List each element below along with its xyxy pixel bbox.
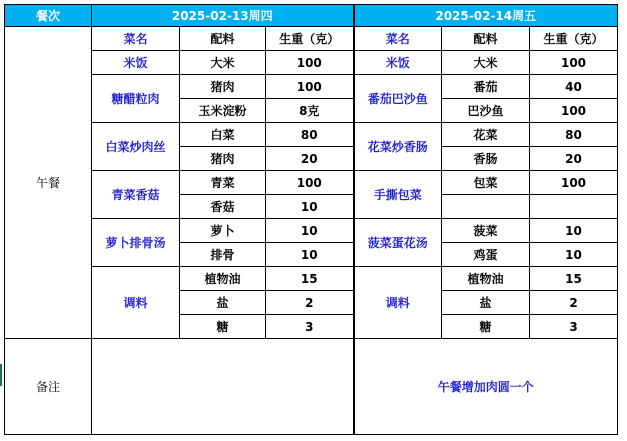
day2-ingredient-cell[interactable]: 花菜 [442, 123, 530, 147]
day1-weight-cell[interactable]: 3 [266, 315, 354, 339]
day1-col-weight[interactable]: 生重（克） [266, 27, 354, 51]
day2-ingredient-cell[interactable]: 菠菜 [442, 219, 530, 243]
day2-dish-cell[interactable]: 菠菜蛋花汤 [354, 219, 442, 267]
day1-weight-cell[interactable]: 10 [266, 219, 354, 243]
day1-ingredient-cell[interactable]: 排骨 [180, 243, 266, 267]
day2-weight-cell[interactable] [530, 195, 618, 219]
day2-dish-cell[interactable]: 调料 [354, 267, 442, 339]
day2-weight-cell[interactable]: 2 [530, 291, 618, 315]
notes-label-cell[interactable]: 备注 [5, 339, 92, 435]
day2-date-header[interactable]: 2025-02-14周五 [354, 5, 618, 27]
day1-weight-cell[interactable]: 20 [266, 147, 354, 171]
day2-weight-cell[interactable]: 100 [530, 171, 618, 195]
day2-ingredient-cell[interactable]: 番茄 [442, 75, 530, 99]
day1-weight-cell[interactable]: 10 [266, 243, 354, 267]
day1-dish-cell[interactable]: 糖醋粒肉 [92, 75, 180, 123]
day2-ingredient-cell[interactable] [442, 195, 530, 219]
day1-ingredient-cell[interactable]: 玉米淀粉 [180, 99, 266, 123]
day2-ingredient-cell[interactable]: 大米 [442, 51, 530, 75]
day1-weight-cell[interactable]: 8克 [266, 99, 354, 123]
day2-ingredient-cell[interactable]: 鸡蛋 [442, 243, 530, 267]
meal-name-cell[interactable]: 午餐 [5, 27, 92, 339]
meal-header-cell[interactable]: 餐次 [5, 5, 92, 27]
day1-ingredient-cell[interactable]: 萝卜 [180, 219, 266, 243]
day1-weight-cell[interactable]: 100 [266, 75, 354, 99]
day2-dish-cell[interactable]: 花菜炒香肠 [354, 123, 442, 171]
day2-weight-cell[interactable]: 3 [530, 315, 618, 339]
day2-notes-cell[interactable]: 午餐增加肉圆一个 [354, 339, 618, 435]
day2-col-weight[interactable]: 生重（克） [530, 27, 618, 51]
day2-weight-cell[interactable]: 10 [530, 219, 618, 243]
day2-col-dish[interactable]: 菜名 [354, 27, 442, 51]
day1-ingredient-cell[interactable]: 青菜 [180, 171, 266, 195]
day2-ingredient-cell[interactable]: 植物油 [442, 267, 530, 291]
day1-dish-cell[interactable]: 调料 [92, 267, 180, 339]
day1-ingredient-cell[interactable]: 猪肉 [180, 147, 266, 171]
day1-ingredient-cell[interactable]: 香菇 [180, 195, 266, 219]
row-selection-marker [0, 364, 2, 386]
day1-notes-cell[interactable] [92, 339, 354, 435]
day1-weight-cell[interactable]: 100 [266, 51, 354, 75]
day1-ingredient-cell[interactable]: 大米 [180, 51, 266, 75]
day1-ingredient-cell[interactable]: 猪肉 [180, 75, 266, 99]
day1-ingredient-cell[interactable]: 盐 [180, 291, 266, 315]
day1-col-ingredient[interactable]: 配料 [180, 27, 266, 51]
day1-weight-cell[interactable]: 10 [266, 195, 354, 219]
day1-ingredient-cell[interactable]: 糖 [180, 315, 266, 339]
day2-ingredient-cell[interactable]: 巴沙鱼 [442, 99, 530, 123]
day1-date-header[interactable]: 2025-02-13周四 [92, 5, 354, 27]
day2-weight-cell[interactable]: 15 [530, 267, 618, 291]
day2-dish-cell[interactable]: 米饭 [354, 51, 442, 75]
day2-dish-cell[interactable]: 番茄巴沙鱼 [354, 75, 442, 123]
day2-ingredient-cell[interactable]: 盐 [442, 291, 530, 315]
day2-weight-cell[interactable]: 40 [530, 75, 618, 99]
day1-weight-cell[interactable]: 100 [266, 171, 354, 195]
day2-ingredient-cell[interactable]: 糖 [442, 315, 530, 339]
day2-weight-cell[interactable]: 20 [530, 147, 618, 171]
day1-ingredient-cell[interactable]: 白菜 [180, 123, 266, 147]
day1-col-dish[interactable]: 菜名 [92, 27, 180, 51]
day1-dish-cell[interactable]: 萝卜排骨汤 [92, 219, 180, 267]
day2-weight-cell[interactable]: 100 [530, 99, 618, 123]
day1-dish-cell[interactable]: 青菜香菇 [92, 171, 180, 219]
day2-ingredient-cell[interactable]: 香肠 [442, 147, 530, 171]
day1-weight-cell[interactable]: 2 [266, 291, 354, 315]
day1-weight-cell[interactable]: 80 [266, 123, 354, 147]
day2-col-ingredient[interactable]: 配料 [442, 27, 530, 51]
day2-weight-cell[interactable]: 100 [530, 51, 618, 75]
day1-dish-cell[interactable]: 米饭 [92, 51, 180, 75]
menu-table [4, 4, 618, 435]
day2-ingredient-cell[interactable]: 包菜 [442, 171, 530, 195]
day1-weight-cell[interactable]: 15 [266, 267, 354, 291]
day1-dish-cell[interactable]: 白菜炒肉丝 [92, 123, 180, 171]
day2-weight-cell[interactable]: 10 [530, 243, 618, 267]
day2-weight-cell[interactable]: 80 [530, 123, 618, 147]
day2-dish-cell[interactable]: 手撕包菜 [354, 171, 442, 219]
day1-ingredient-cell[interactable]: 植物油 [180, 267, 266, 291]
